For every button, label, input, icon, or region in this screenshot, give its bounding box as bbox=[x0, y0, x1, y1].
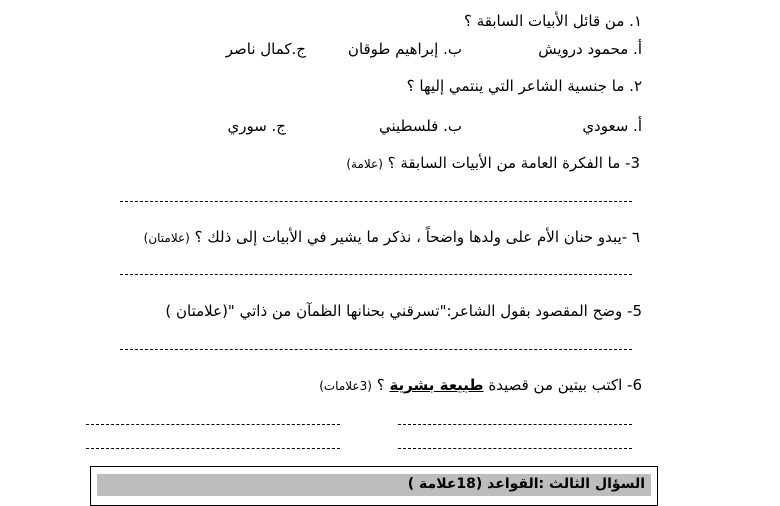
answer-line-q4 bbox=[120, 274, 632, 275]
q1-option-b: ب. إبراهيم طوقان bbox=[347, 40, 462, 58]
q1-option-a: أ. محمود درويش bbox=[538, 40, 642, 58]
question-6-mark: (3علامات) bbox=[319, 379, 372, 393]
answer-line-q6-left-2 bbox=[86, 448, 340, 449]
answer-line-q6-left-1 bbox=[86, 424, 340, 425]
section-3-box bbox=[90, 466, 658, 506]
question-4-mark: (علامتان) bbox=[143, 231, 190, 245]
answer-line-q6-right-1 bbox=[398, 424, 632, 425]
question-4-text bbox=[144, 228, 640, 246]
question-6-suffix: ؟ bbox=[376, 376, 390, 394]
question-3-text bbox=[346, 154, 640, 172]
question-3-body: 3- ما الفكرة العامة من الأبيات السابقة ؟ bbox=[387, 154, 640, 172]
section-3-title: السؤال الثالث :القواعد (18علامة ) bbox=[407, 476, 645, 492]
q2-option-c: ج. سوري bbox=[227, 117, 286, 135]
question-6-prefix: 6- اكتب بيتين من قصيدة bbox=[483, 376, 642, 394]
question-6-text bbox=[319, 376, 642, 394]
answer-line-q5 bbox=[120, 349, 632, 350]
q1-option-c: ج.كمال ناصر bbox=[225, 40, 306, 58]
answer-line-q3 bbox=[120, 201, 632, 202]
q2-option-b: ب. فلسطيني bbox=[378, 117, 462, 135]
question-3-mark: (علامة) bbox=[346, 157, 383, 171]
poem-title: طبيعة بشرية bbox=[389, 376, 484, 394]
question-2-text: ٢. ما جنسية الشاعر التي ينتمي إليها ؟ bbox=[406, 77, 642, 95]
q2-option-a: أ. سعودي bbox=[582, 117, 642, 135]
question-5-text: 5- وضح المقصود بقول الشاعر:"تسرقني بحنانها الظمآن من ذاتي "(علامتان ) bbox=[165, 302, 642, 320]
question-1-text: ١. من قائل الأبيات السابقة ؟ bbox=[464, 12, 642, 30]
section-3-header bbox=[97, 474, 651, 496]
question-4-body: ٦ -يبدو حنان الأم على ولدها واضحاً ، نذكر ما يشير في الأبيات إلى ذلك ؟ bbox=[194, 228, 640, 246]
answer-line-q6-right-2 bbox=[398, 448, 632, 449]
